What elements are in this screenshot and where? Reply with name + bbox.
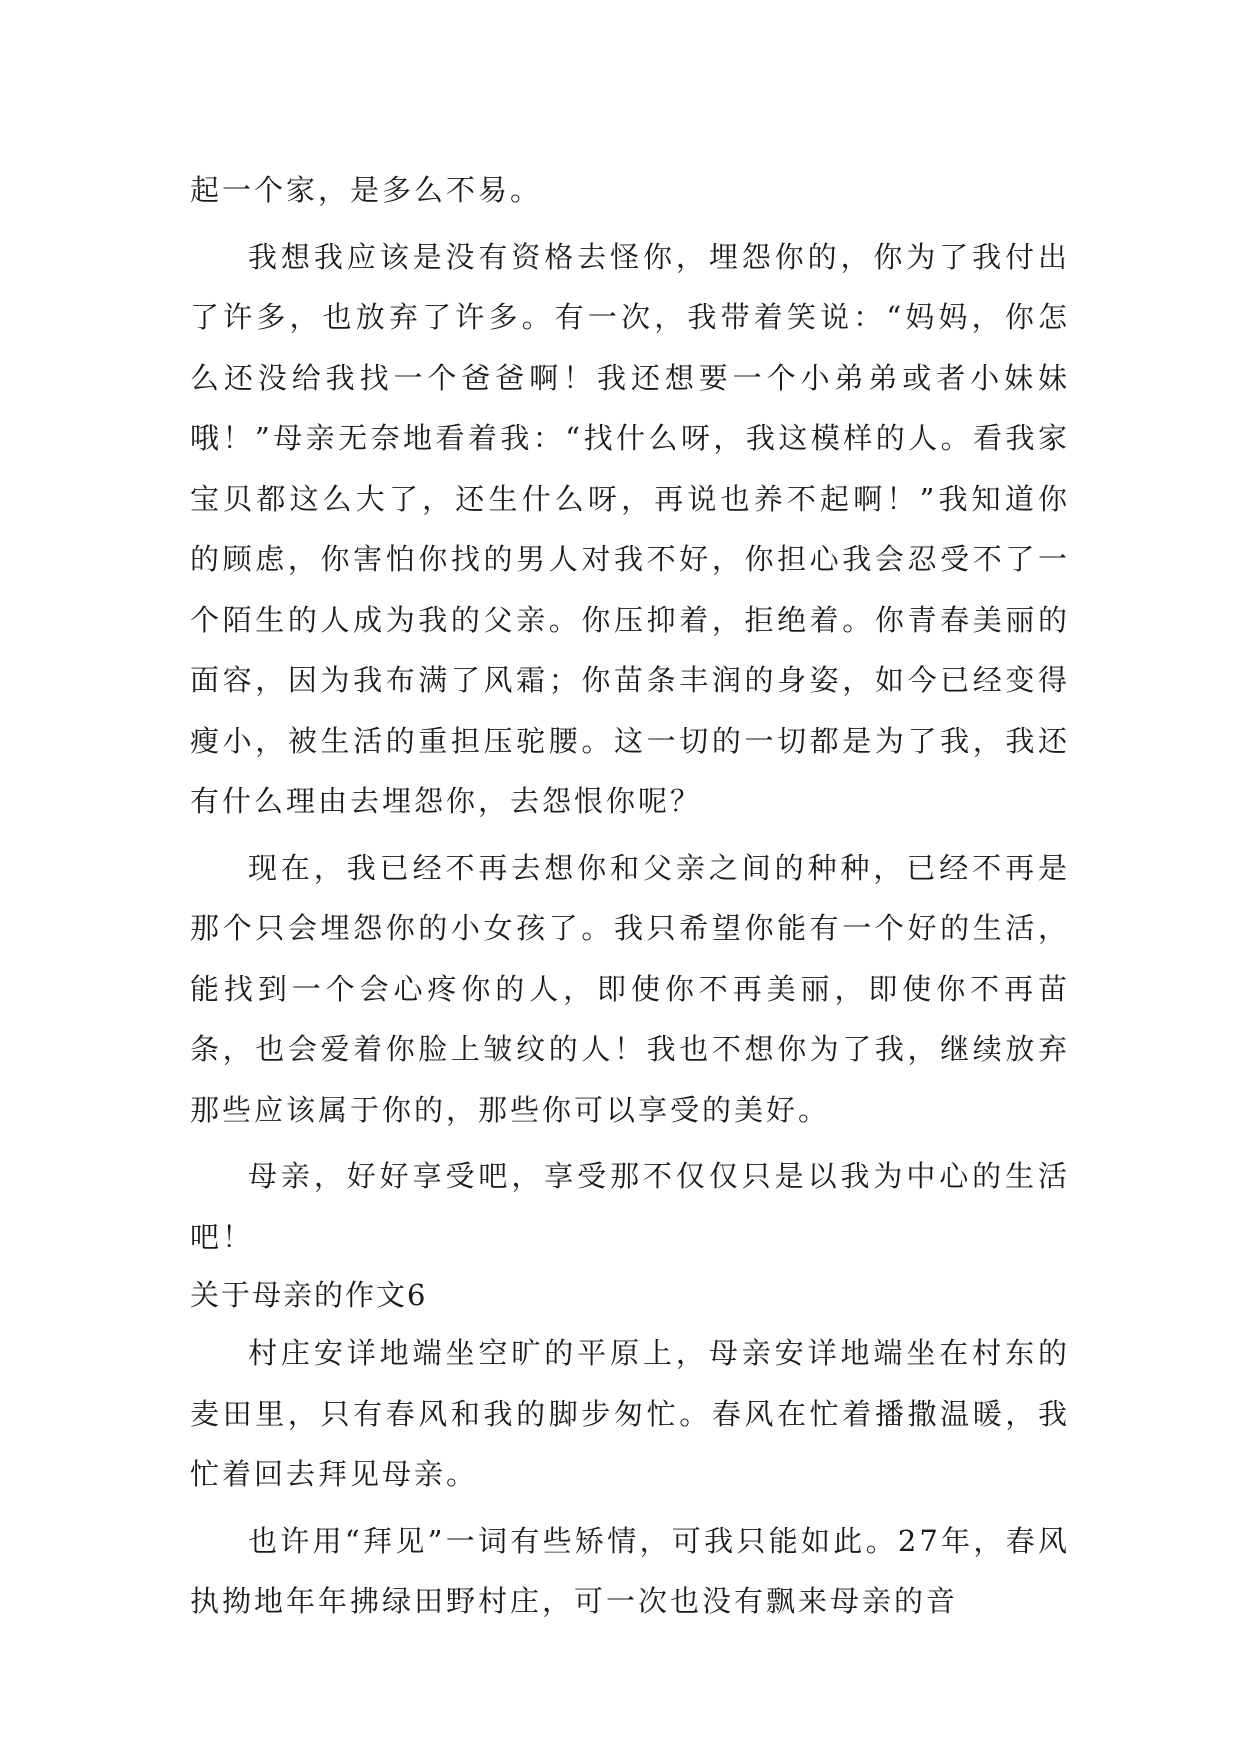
document-body (190, 160, 1070, 1632)
paragraph-continuation: 起一个家，是多么不易。 (190, 173, 543, 207)
paragraph: 村庄安详地端坐空旷的平原上，母亲安详地端坐在村东的麦田里，只有春风和我的脚步匆忙。春风在忙着播撒温暖，我忙着回去拜见母亲。 (190, 1336, 1070, 1491)
section-heading: 关于母亲的作文6 (190, 1278, 428, 1312)
paragraph: 我想我应该是没有资格去怪你，埋怨你的，你为了我付出了许多，也放弃了许多。有一次，我带着笑说：“妈妈，你怎么还没给我找一个爸爸啊！我还想要一个小弟弟或者小妹妹哦！”母亲无奈地看着我：“找什么呀，我这模样的人。看我家宝贝都这么大了，还生什么呀，再说也养不起啊！”我知道你的顾虑，你害怕你找的男人对我不好，你担心我会忍受不了一个陌生的人成为我的父亲。你压抑着，拒绝着。你青春美丽的面容，因为我布满了风霜；你苗条丰润的身姿，如今已经变得瘦小，被生活的重担压驼腰。这一切的一切都是为了我，我还有什么理由去埋怨你，去怨恨你呢？ (190, 239, 1070, 818)
paragraph: 母亲，好好享受吧，享受那不仅仅只是以我为中心的生活吧！ (190, 1159, 1070, 1254)
paragraph: 现在，我已经不再去想你和父亲之间的种种，已经不再是那个只会埋怨你的小女孩了。我只希望你能有一个好的生活，能找到一个会心疼你的人，即使你不再美丽，即使你不再苗条，也会爱着你脸上皱纹的人！我也不想你为了我，继续放弃那些应该属于你的，那些你可以享受的美好。 (190, 850, 1070, 1127)
paragraph: 也许用“拜见”一词有些矫情，可我只能如此。27年，春风执拗地年年拂绿田野村庄，可一次也没有飘来母亲的音 (190, 1523, 1070, 1618)
